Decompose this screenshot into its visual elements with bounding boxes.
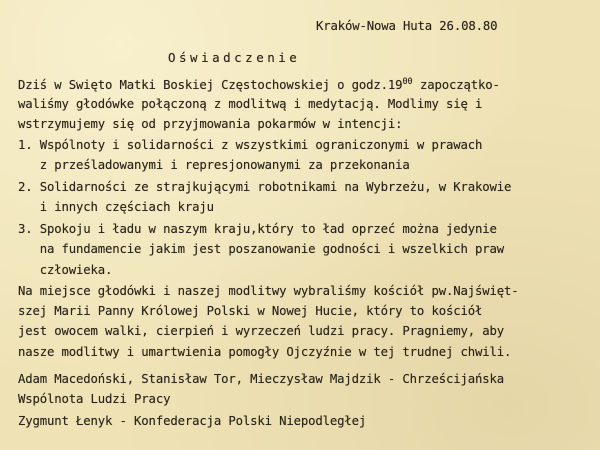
closing-line-1: Na miejsce głodówki i naszej modlitwy wybraliśmy kościół pw.Najświęt- bbox=[18, 284, 519, 298]
list-item-1-line-2: z prześladowanymi i represjonowanymi za przekonania bbox=[18, 158, 410, 172]
signatures-line-2: Wspólnota Ludzi Pracy bbox=[18, 392, 171, 406]
closing-line-3: jest owocem walki, cierpień i wyrzeczeń ludzi pracy. Pragniemy, aby bbox=[18, 324, 504, 338]
list-item-3-line-1: 3. Spokoju i ładu w naszym kraju,który to ład oprzeć można jedynie bbox=[18, 222, 497, 236]
intro-line-1 bbox=[18, 78, 500, 94]
list-item-2-line-2: i innych częściach kraju bbox=[18, 200, 214, 214]
list-item-3-line-2: na fundamencie jakim jest poszanowanie godności i wszelkich praw bbox=[18, 242, 504, 256]
place-date: Kraków-Nowa Huta 26.08.80 bbox=[316, 19, 498, 33]
signatures-line-1: Adam Macedoński, Stanisław Tor, Mieczysław Majdzik - Chrześcijańska bbox=[18, 372, 504, 386]
list-item-1-line-1: 1. Wspólnoty i solidarności z wszystkimi ograniczonymi w prawach bbox=[18, 138, 483, 152]
time-superscript: 00 bbox=[402, 77, 413, 87]
intro-line-2: waliśmy głodówke połączoną z modlitwą i medytacją. Modlimy się i bbox=[18, 97, 483, 111]
document-title: Oświadczenie bbox=[168, 50, 301, 65]
list-item-3-line-3: człowieka. bbox=[18, 263, 113, 277]
closing-line-2: szej Marii Panny Królowej Polski w Nowej Hucie, który to kościół bbox=[18, 304, 483, 318]
list-item-2-line-1: 2. Solidarności ze strajkującymi robotnikami na Wybrzeżu, w Krakowie bbox=[18, 180, 512, 194]
intro-line-1-start: Dziś w Swięto Matki Boskiej Częstochowskiej o godz.19 bbox=[18, 78, 403, 92]
intro-line-1-end: zapoczątko- bbox=[412, 78, 500, 92]
intro-line-3: wstrzymujemy się od przyjmowania pokarmów w intencji: bbox=[18, 117, 403, 131]
closing-line-4: nasze modlitwy i umartwienia pomogły Ojczyźnie w tej trudnej chwili. bbox=[18, 345, 512, 359]
signatures-line-3: Zygmunt Łenyk - Konfederacja Polski Niepodległej bbox=[18, 414, 367, 428]
